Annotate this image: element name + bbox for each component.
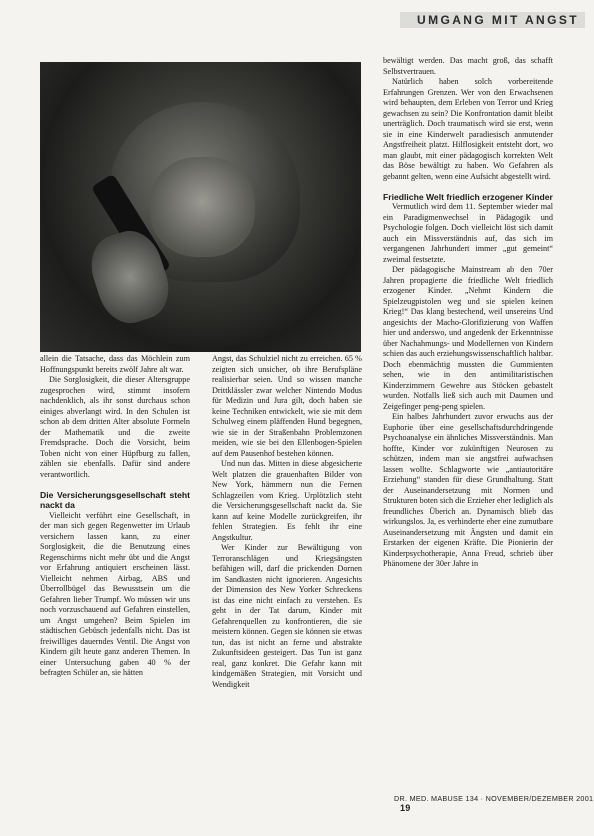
paragraph: Vielleicht verführt eine Gesellschaft, in der man sich gegen Regenwetter im Urlaub versichern lassen kann, zu einer Sorglosigkeit, die die Benutzung eines Regenschirms nicht mehr übt und die Angst vor Erfahrung antiquiert erscheinen lässt. Vielleicht nehmen Airbag, ABS und Überrollbügel das Bewusstsein um die Gefahren lieber Trumpf. Wo müssen wir uns noch vorzuschauend auf Gefahren einstellen, um Angst umgehen? Beim Spielen im städtischen Gebüsch jedenfalls nicht. Das ist freiwilliges dauerndes Ventil. Die Angst von Kindern gilt heute ganz anderen Themen. In einer Untersuchung gaben 40 % der befragten Schüler an, sie hätten — [40, 510, 190, 678]
paragraph: Wer Kinder zur Bewältigung von Terroranschlägen und Kriegsängsten befähigen will, darf die prickenden Dornen im Sandkasten nicht ignorieren. Angesichts der Dimension des New Yorker Schreckens ist das eine nicht einfach zu verstehen. Es geht in der Tat darum, Kinder mit Gefahrenquellen zu konfrontieren, die sie meistern können. Gegen sie können sie etwas tun, das ist nicht an ferne und abstrakte Zukunftsideen gesteigert. Das Tun ist ganz real, ganz konkret. Die Gefahr kann mit kindgemäßen Strategien, mit Vorsicht und Wendigkeit — [212, 543, 362, 689]
paragraph: Der pädagogische Mainstream ab den 70er Jahren propagierte die friedliche Welt friedlich erzogener Kinder. „Nehmt Kindern die Spielzeugpistolen weg und sie spielen keinen Krieg!“ Das klang bestechend, weil unsereins Und angesichts der Macho-Glorifizierung von Waffen hier und anderswo, und angedenk der Erkenntnisse über Nachahmungs- und Modellernen von Kindern schien das auch erziehungswissenschaftlich haltbar. Doch ebenmächtig mussten die Gummienten sehen, wie in den antimilitaristischen Kinderzimmern Gewehre aus Stöcken gebastelt wurden. Notfalls ließ sich auch mit Daumen und Zeigefinger peng-peng spielen. — [383, 265, 553, 411]
section-title: UMGANG MIT ANGST — [417, 13, 579, 27]
article-column-3 — [383, 56, 553, 570]
paragraph: Natürlich haben solch vorbereitende Erfahrungen Grenzen. Wer von den Erwachsenen wird behaupten, dem Erleben von Terror und Krieg gewachsen zu sein? Die Konfrontation damit bleibt unerträglich. Doch traumatisch wird sie erst, wenn sie in eine Kinderwelt paradiesisch anmutender Angstfreiheit platzt. Hilflosigkeit entsteht dort, wo man glaubt, mit einer pädagogisch korrekten Welt das Böse bewältigt zu haben. Wo Gefahren als gebannt gelten, wenn eine Aufsicht abgestellt wird. — [383, 77, 553, 181]
article-column-1 — [40, 354, 190, 679]
paragraph: Vermutlich wird dem 11. September wieder mal ein Paradigmenwechsel in Pädagogik und Psychologie folgen. Doch vielleicht löst sich damit auch ein Missverständnis auf, das sich im vergangenen Jahrhundert immer „gut gemeint“ zweimal festsetzte. — [383, 202, 553, 264]
paragraph: allein die Tatsache, dass das Möchlein zum Hoffnungspunkt bereits zwölf Jahre alt war. — [40, 354, 190, 374]
journal-issue: DR. MED. MABUSE 134 · NOVEMBER/DEZEMBER 2001 — [394, 794, 594, 803]
section-header — [400, 12, 585, 28]
paragraph: Und nun das. Mitten in diese abgesicherte Welt platzen die grauenhaften Bilder von New York, hämmern nun die Fernen Schlagzeilen vom Krieg. Urplötzlich steht die Versicherungsgesellschaft nackt da. Sie kann auf keine Modelle zurückgreifen, ihr fehlen Strategien. Es fehlt ihr eine Angstkultur. — [212, 459, 362, 542]
page-number: 19 — [400, 803, 411, 813]
photo-child-with-phone — [40, 62, 361, 352]
paragraph: Die Sorglosigkeit, die dieser Altersgruppe zugesprochen wird, stimmt insofern nachdenklich, als ihr sonst durchaus schon einiges abverlangt wird. In den Schulen ist schon ab dem dritten Alter absolute Formeln der Mathematik und die zweite Fremdsprache. Doch die Vorsicht, beim Toben nicht von einer Hüpfburg zu fallen, zählen sie ebenfalls. Dafür sind andere verantwortlich. — [40, 375, 190, 479]
page-footer — [394, 794, 594, 813]
section-heading: Friedliche Welt friedlich erzogener Kinder — [383, 192, 553, 202]
paragraph: Angst, das Schulziel nicht zu erreichen. 65 % zeigten sich unsicher, ob ihre Berufspläne realisierbar seien. Und so wissen manche Drittklässler zwar welcher Nintendo Modus für Medizin und Jura gilt, doch haben sie keine Techniken entwickelt, wie sie mit dem Schulweg einem pläffenden Hund begegnen, wie sie in der Straßenbahn Problemzonen meiden, wie sie bei den Ellenbogen-Spielen auf dem Pausenhof bestehen können. — [212, 354, 362, 458]
section-heading: Die Versicherungsgesellschaft steht nackt da — [40, 490, 190, 511]
paragraph: Ein halbes Jahrhundert zuvor erwuchs aus der Euphorie über eine gesellschaftsdurchdringende Psychoanalyse ein ähnliches Missverständnis. Man hoffte, Kinder vor zukünftigen Neurosen zu schützen, indem man sie angstfrei aufwachsen lassen wollte. Schlagworte wie „antiautoritäre Erziehung“ standen für diese Grundhaltung. Statt der Auseinandersetzung mit Normen und Strukturen boten sich die Erzieher eher lediglich als freundliches Überich an. Dynamisch blieb das wirkungslos. Ja, es verhinderte eher eine zumutbare Auseinandersetzung mit Ängsten und damit ein Erstarken der eigenen Kräfte. Die Pionierin der Kinderpsychotherapie, Anna Freud, schrieb über Phänomene der 30er Jahre in — [383, 412, 553, 569]
paragraph: bewältigt werden. Das macht groß, das schafft Selbstvertrauen. — [383, 56, 553, 76]
photo-face — [150, 157, 255, 257]
article-column-2 — [212, 354, 362, 690]
